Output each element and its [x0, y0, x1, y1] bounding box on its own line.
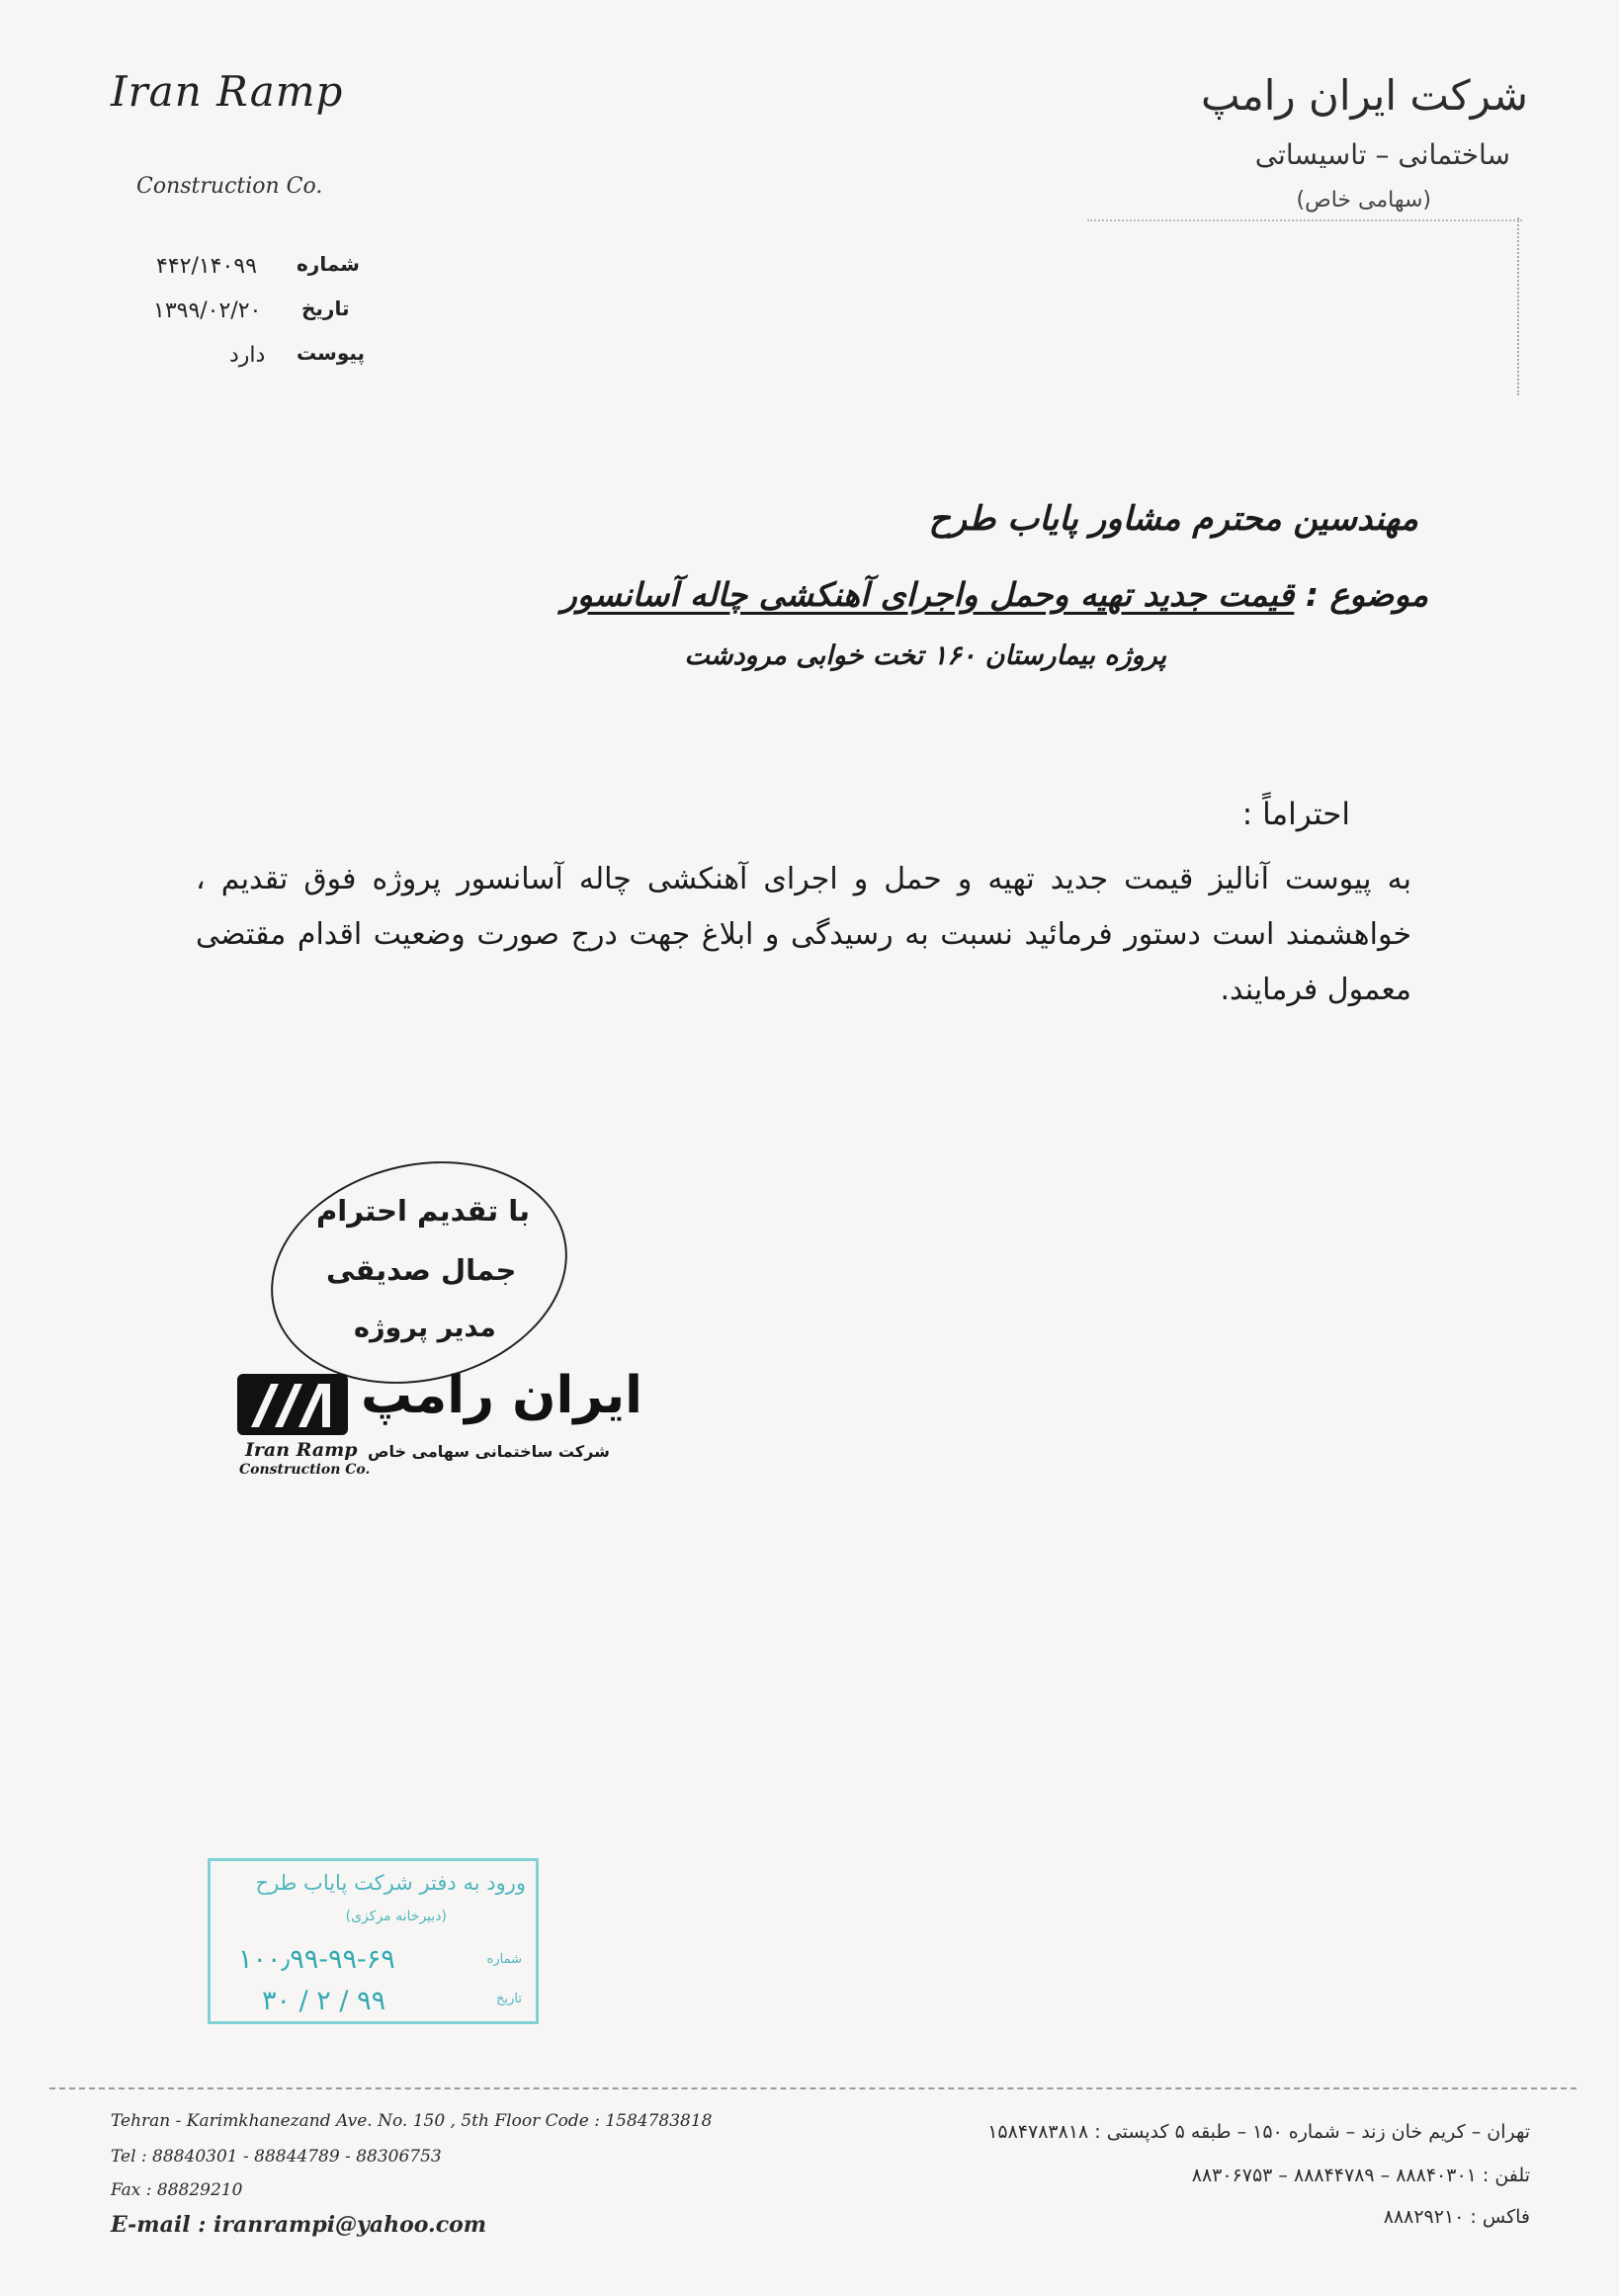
- company-logo-latin: Iran Ramp: [245, 1439, 358, 1461]
- footer-fax-fa: فاکس : ۸۸۸۲۹۲۱۰: [1383, 2206, 1530, 2228]
- receipt-stamp-date-label: تاریخ: [496, 1992, 522, 2006]
- footer-divider: [49, 2087, 1576, 2089]
- footer-email-en: E-mail : iranrampi@yahoo.com: [111, 2212, 487, 2238]
- company-name: شرکت ایران رامپ: [1200, 71, 1528, 120]
- company-logo-persian: ایران رامپ: [361, 1366, 643, 1425]
- attachment-label: پیوست: [297, 341, 366, 365]
- scan-artifact-line-horizontal: [1087, 219, 1522, 221]
- letter-date-value: ۱۳۹۹/۰۲/۲۰: [153, 298, 262, 323]
- project-line: پروژه بیمارستان ۱۶۰ تخت خوابی مرودشت: [684, 640, 1166, 671]
- scan-artifact-line: [1517, 217, 1519, 395]
- receipt-stamp: [208, 1858, 539, 2024]
- greeting: احتراماً :: [1241, 797, 1350, 832]
- brand-logo-latin-subtitle: Construction Co.: [136, 174, 323, 199]
- company-logo-latin-subtitle: Construction Co.: [239, 1462, 371, 1478]
- footer-phone-en: Tel : 88840301 - 88844789 - 88306753: [111, 2147, 442, 2167]
- company-logo-mark-icon: [237, 1374, 348, 1435]
- footer-phone-fa: تلفن : ۸۸۸۴۰۳۰۱ – ۸۸۸۴۴۷۸۹ – ۸۸۳۰۶۷۵۳: [1191, 2165, 1530, 2186]
- letter-number-value: ۴۴۲/۱۴۰۹۹: [156, 254, 257, 279]
- subject-text: قیمت جدید تهیه وحمل واجرای آهنکشی چاله آسانسور: [560, 575, 1295, 614]
- letter-number-label: شماره: [297, 252, 360, 276]
- signatory-name: جمال صدیقی: [326, 1253, 517, 1287]
- letter-body: به پیوست آنالیز قیمت جدید تهیه و حمل و اجرای آهنکشی چاله آسانسور پروژه فوق تقدیم ، خواهشمند است دستور فرمائید نسبت به رسیدگی و ابلاغ جهت درج صورت وضعیت اقدام مقتضی معمول فرمایند.: [196, 862, 1411, 1007]
- footer-address-en: Tehran - Karimkhanezand Ave. No. 150 , 5th Floor Code : 1584783818: [111, 2111, 713, 2131]
- receipt-stamp-subtitle: (دبیرخانه مرکزی): [345, 1909, 447, 1924]
- signatory-role: مدیر پروژه: [354, 1313, 496, 1343]
- footer-address-fa: تهران – کریم خان زند – شماره ۱۵۰ – طبقه ۵ کدپستی : ۱۵۸۴۷۸۳۸۱۸: [987, 2121, 1530, 2143]
- receipt-stamp-number-label: شماره: [486, 1952, 522, 1967]
- receipt-stamp-title: ورود به دفتر شرکت پایاب طرح: [255, 1871, 526, 1895]
- recipient-line: مهندسین محترم مشاور پایاب طرح: [928, 499, 1418, 539]
- brand-logo-latin: Iran Ramp: [111, 67, 344, 116]
- receipt-stamp-date: ۹۹ / ۲ / ۳۰: [262, 1986, 386, 2016]
- subject-line: [561, 575, 1428, 614]
- company-logo-persian-subtitle: شرکت ساختمانی سهامی خاص: [368, 1442, 610, 1461]
- footer-fax-en: Fax : 88829210: [111, 2180, 243, 2200]
- subject-label: موضوع :: [1305, 575, 1428, 614]
- receipt-stamp-number: ۱۰۰٫۹۹-۹۹-۶۹: [238, 1944, 395, 1975]
- attachment-value: دارد: [229, 343, 266, 368]
- company-type: ساختمانی – تاسیساتی: [1254, 138, 1510, 171]
- company-legal-form: (سهامی خاص): [1296, 188, 1431, 213]
- letter-date-label: تاریخ: [301, 297, 350, 320]
- signature-closing: با تقدیم احترام: [316, 1194, 531, 1228]
